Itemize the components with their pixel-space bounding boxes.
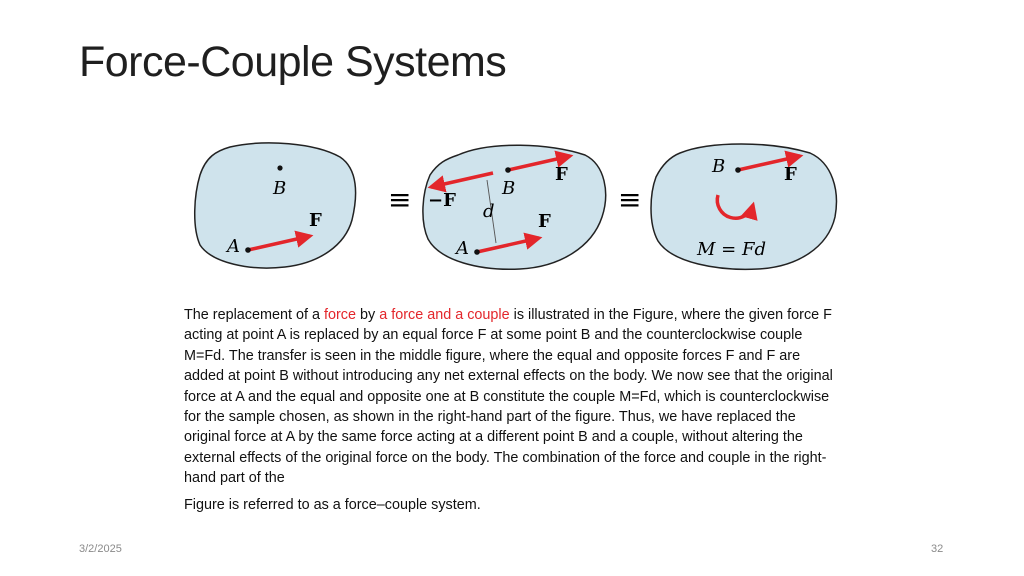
paragraph-text-3: is illustrated in the Figure, where the given force F acting at point A is replaced by an equal force F at some point B and the counterclockwise couple M=Fd. The transfer is seen in the middle figure, where the equal and opposite forces F and F are added at point B without introducing any net external effects on the body. We now see that the original force at A and the equal and opposite one at B constitute the couple M=Fd, which is counterclockwise for the sample chosen, as shown in the right-hand part of the figure. Thus, we have replaced the original force at A by the same force acting at a different point B and a couple, without altering the external effects of the original force on the body. The combination of the force and couple in the right-hand part of the <box>184 307 833 487</box>
footer-date: 3/2/2025 <box>79 543 122 555</box>
label-b: B <box>273 178 287 199</box>
force-couple-figure <box>190 135 840 275</box>
point-a-dot-2 <box>474 249 480 255</box>
label-a-2: A <box>456 238 469 259</box>
description-last-line: Figure is referred to as a force–couple system. <box>184 497 481 513</box>
label-a: A <box>227 236 240 257</box>
label-b-2: B <box>502 178 516 199</box>
label-force: F <box>309 210 322 231</box>
rigid-body-1 <box>195 143 356 268</box>
slide-title: Force-Couple Systems <box>79 38 507 86</box>
point-a-dot <box>245 247 251 253</box>
label-moment: M = Fd <box>697 239 766 260</box>
label-b-3: B <box>712 156 726 177</box>
equivalence-symbol-2: ≡ <box>618 183 642 216</box>
panel-force-couple <box>651 144 836 269</box>
description-paragraph <box>184 305 844 489</box>
paragraph-text-2: by <box>356 307 380 323</box>
keyword-force-and-couple: a force and a couple <box>379 307 510 323</box>
page-number: 32 <box>931 543 944 555</box>
equivalence-symbol-1: ≡ <box>388 183 412 216</box>
point-b-dot-3 <box>735 167 741 173</box>
panel-added-forces <box>423 145 606 269</box>
label-force-bottom: F <box>538 211 551 232</box>
paragraph-text-1: The replacement of a <box>184 307 324 323</box>
label-force-top: F <box>555 164 568 185</box>
label-distance: d <box>483 201 495 222</box>
panel-original-force <box>195 143 356 268</box>
keyword-force: force <box>324 307 356 323</box>
point-b-dot <box>277 165 282 170</box>
point-b-dot-2 <box>505 167 511 173</box>
label-neg-force: −F <box>428 190 456 211</box>
label-force-3: F <box>784 164 797 185</box>
